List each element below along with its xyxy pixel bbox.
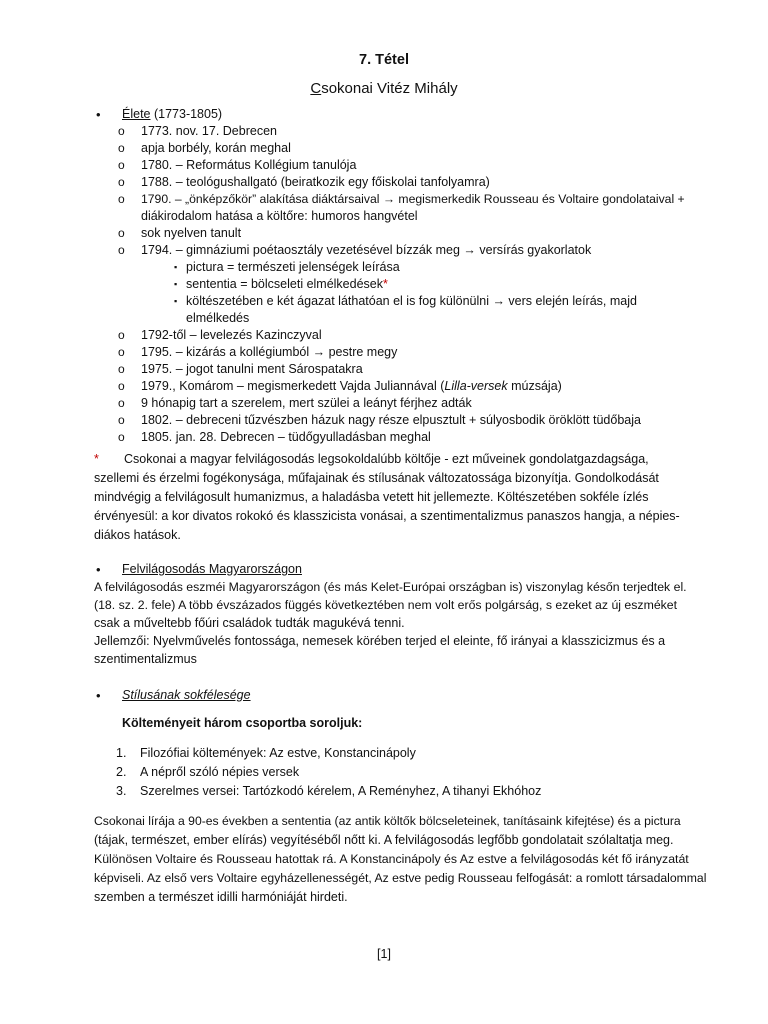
- note-line: Csokonai a magyar felvilágosodás legsokoldalúbb költője - ezt műveinek gondolatgazdagsága,: [124, 452, 649, 466]
- circle-bullet-icon: o: [118, 362, 125, 376]
- square-bullet-icon: ▪: [174, 262, 178, 272]
- circle-bullet-icon: o: [118, 430, 125, 444]
- list-item: 1794. – gimnáziumi poétaosztály vezetésével bízzák meg → versírás gyakorlatok: [141, 243, 592, 257]
- list-item: [141, 378, 562, 395]
- title-rest: sokonai Vitéz Mihály: [321, 80, 458, 97]
- note-line: diákos hatások.: [94, 528, 181, 542]
- square-bullet-icon: ▪: [174, 296, 178, 306]
- circle-bullet-icon: o: [118, 226, 125, 240]
- list-item: 1802. – debreceni tűzvészben házuk nagy része elpusztult + súlyosbodik öröklött tüdőbaja: [141, 413, 641, 427]
- styles-heading: Stílusának sokfélesége: [122, 688, 251, 702]
- komarom-text: 1979., Komárom – megismerkedett Vajda Juliannával (: [141, 379, 445, 393]
- footnote-star: *: [94, 452, 99, 466]
- circle-bullet-icon: o: [118, 124, 125, 138]
- footnote-star: *: [383, 277, 388, 291]
- bullet-icon: •: [96, 688, 101, 703]
- bullet-icon: •: [96, 562, 101, 577]
- note-line: érvényesül: a kor divatos rokokó és klasszicista vonásai, a szentimentalizmus panaszos hangja, a népies-: [94, 509, 680, 523]
- list-item: 9 hónapig tart a szerelem, mert szülei a leányt férjhez adták: [141, 396, 472, 410]
- sub-list-item: pictura = természeti jelenségek leírása: [186, 260, 400, 274]
- circle-bullet-icon: o: [118, 141, 125, 155]
- list-item: apja borbély, korán meghal: [141, 141, 291, 155]
- list-item: 1795. – kizárás a kollégiumból → pestre megy: [141, 345, 398, 359]
- page-title: [0, 80, 768, 97]
- list-item: sok nyelven tanult: [141, 226, 242, 240]
- sub-list-item-text: sententia = bölcseleti elmélkedések: [186, 277, 383, 291]
- styles-paragraph-line: szemben a természet idilli harmóniáját hirdeti.: [94, 890, 348, 904]
- title-first-letter: C: [310, 80, 322, 97]
- numbered-item-number: 3.: [116, 784, 127, 798]
- circle-bullet-icon: o: [118, 328, 125, 342]
- page-footer-number: [1]: [377, 947, 391, 961]
- list-item: 1792-től – levelezés Kazinczyval: [141, 328, 322, 342]
- note-line: szellemi és érzelmi fogékonysága, műfajainak és stílusának változatossága bizonyítja. Gondolkodását: [94, 471, 659, 485]
- styles-paragraph-line: (tájak, természet, ember elírás) vegyítéséből nőtt ki. A felvilágosodás legfőbb gondolatait szólaltatja meg.: [94, 833, 674, 847]
- enlightenment-line: A felvilágosodás eszméi Magyarországon (és más Kelet-Európai országban is) viszonylag későn terjedtek el.: [94, 580, 687, 594]
- circle-bullet-icon: o: [118, 175, 125, 189]
- circle-bullet-icon: o: [118, 396, 125, 410]
- styles-paragraph-line: Különösen Voltaire és Rousseau hatottak rá. A Konstancinápoly és Az estve a felvilágosodás két fő irányzatát: [94, 852, 689, 866]
- styles-intro: Költeményeit három csoportba soroljuk:: [122, 716, 363, 730]
- circle-bullet-icon: o: [118, 158, 125, 172]
- styles-paragraph-line: képviseli. Az első vers Voltaire egyházellenességét, Az estve pedig Rousseau felfogását: a romlott társadalommal: [94, 871, 707, 885]
- circle-bullet-icon: o: [118, 345, 125, 359]
- numbered-item: A népről szóló népies versek: [140, 765, 300, 779]
- enlightenment-heading: Felvilágosodás Magyarországon: [122, 562, 302, 576]
- numbered-item: Filozófiai költemények: Az estve, Konstancinápoly: [140, 746, 416, 760]
- styles-paragraph-line: Csokonai lírája a 90-es években a sententia (az antik költők bölcseleteinek, tanításaink kifejtése) és a pictura: [94, 814, 681, 828]
- note-line: mindvégig a felvilágosult humanizmus, a haladásba vetett hit jellemezte. Költészetében sokféle ízlés: [94, 490, 649, 504]
- list-item: 1788. – teológushallgató (beiratkozik egy főiskolai tanfolyamra): [141, 175, 490, 189]
- list-item: 1805. jan. 28. Debrecen – tüdőgyulladásban meghal: [141, 430, 431, 444]
- list-item: 1975. – jogot tanulni ment Sárospatakra: [141, 362, 363, 376]
- life-years: (1773-1805): [150, 107, 223, 121]
- life-heading-text: Élete: [122, 107, 151, 121]
- sub-list-item: költészetében e két ágazat láthatóan el is fog különülni → vers elején leírás, majd: [186, 294, 637, 308]
- life-heading: [122, 106, 222, 123]
- enlightenment-line: szentimentalizmus: [94, 652, 197, 666]
- sub-list-item-continuation: elmélkedés: [186, 311, 250, 325]
- enlightenment-line: csak a műveltebb főúri családok tudták magukévá tenni.: [94, 616, 405, 630]
- circle-bullet-icon: o: [118, 413, 125, 427]
- list-item: 1773. nov. 17. Debrecen: [141, 124, 277, 138]
- komarom-italic: Lilla-versek: [444, 379, 508, 393]
- circle-bullet-icon: o: [118, 243, 125, 257]
- numbered-item: Szerelmes versei: Tartózkodó kérelem, A Reményhez, A tihanyi Ekhóhoz: [140, 784, 542, 798]
- enlightenment-line: Jellemzői: Nyelvművelés fontossága, nemesek körében terjed el eleinte, fő irányai a klasszicizmus és a: [94, 634, 666, 648]
- list-item: 1790. – „önképzőkör” alakítása diáktársaival → megismerkedik Rousseau és Voltaire gondolataival +: [141, 192, 685, 206]
- page-number-heading: 7. Tétel: [359, 52, 409, 68]
- bullet-icon: •: [96, 107, 101, 122]
- sub-list-item: [186, 276, 388, 293]
- list-item: 1780. – Református Kollégium tanulója: [141, 158, 357, 172]
- numbered-item-number: 1.: [116, 746, 127, 760]
- circle-bullet-icon: o: [118, 379, 125, 393]
- list-item-continuation: diákirodalom hatása a költőre: humoros hangvétel: [141, 209, 418, 223]
- numbered-item-number: 2.: [116, 765, 127, 779]
- square-bullet-icon: ▪: [174, 279, 178, 289]
- komarom-text-end: múzsája): [507, 379, 562, 393]
- enlightenment-line: (18. sz. 2. fele) A több évszázados függés következtében nem volt erős polgárság, s ezeket az új eszméket: [94, 598, 678, 612]
- circle-bullet-icon: o: [118, 192, 125, 206]
